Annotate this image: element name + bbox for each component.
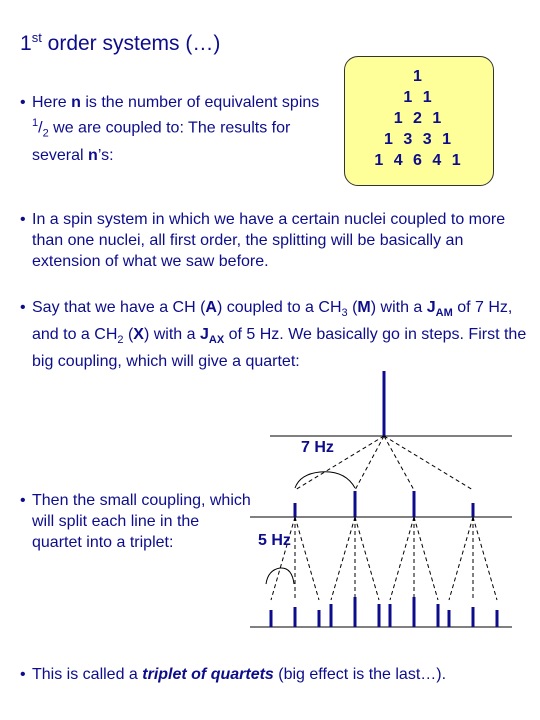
bracket-7hz [295, 472, 355, 488]
triplet-split-dash [271, 517, 295, 600]
triplet-split-dash [449, 517, 473, 600]
bullet-marker: • [20, 94, 26, 111]
triplet-split-dash [355, 517, 379, 600]
triplet-split-dash [473, 517, 497, 600]
pascal-row: 1 4 6 4 1 [374, 152, 464, 169]
bullet-marker: • [20, 666, 26, 683]
quartet-split-dash [384, 436, 473, 490]
pascal-row: 1 2 1 [393, 110, 445, 127]
bracket-5hz [266, 568, 294, 584]
bullet-triplet-of-quartets: • This is called a triplet of quartets (big effect is the last…). [20, 666, 447, 683]
pascal-row: 1 3 3 1 [384, 131, 454, 148]
pascal-row: 1 1 [403, 89, 435, 106]
page-title: 1st order systems (…) [20, 30, 221, 55]
bullet-ch-coupling: • Say that we have a CH (A) coupled to a $CH_3$ (M) with a $J_{AM}$ of 7 Hz, and to a $CH_2$ (X) with a $J_{AX}$ of 5 Hz. We basically go in steps. First the big coupling, which will give a quartet: [20, 299, 527, 371]
triplet-split-dash [295, 517, 319, 600]
label-7hz: 7 Hz [301, 439, 334, 456]
pascal-row: 1 [413, 68, 425, 85]
bullet-marker: • [20, 492, 26, 509]
bullet-spin-system: • In a spin system in which we have a certain nuclei coupled to more than one nuclei, all first order, the splitting will be basically an extension of what we saw before. [20, 211, 506, 270]
bullet-small-coupling: • Then the small coupling, which will split each line in the quartet into a triplet: [20, 492, 251, 551]
label-5hz: 5 Hz [258, 532, 291, 549]
bullet-equivalent-spins: • Here n is the number of equivalent spins $^1/_2$ we are coupled to: The results for several n’s: [20, 94, 320, 164]
triplet-split-dash [414, 517, 438, 600]
bullet-marker: • [20, 211, 26, 228]
quartet-split-dash [384, 436, 414, 490]
triplet-split-dash [390, 517, 414, 600]
bullet-marker: • [20, 299, 26, 316]
quartet-split-dash [355, 436, 384, 490]
triplet-split-dash [331, 517, 355, 600]
